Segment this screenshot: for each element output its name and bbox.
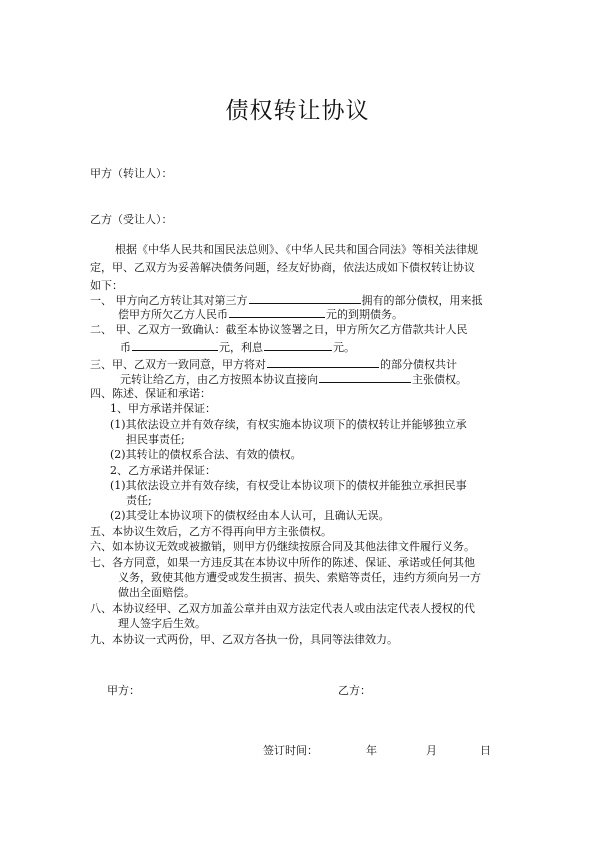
signing-month: 月 [426, 744, 437, 757]
clause-3-line-1 [90, 356, 457, 372]
interest-blank [264, 339, 332, 351]
clause-3-text-b: 的部分债权共计 [380, 358, 457, 371]
clause-7-line-2: 义务，致使其他方遭受或发生损害、损失、索赔等责任，违约方须向另一方 [118, 571, 481, 584]
clause-4-b2: (2)其受让本协议项下的债权经由本人认可，且确认无误。 [110, 509, 390, 522]
clause-4-a1-line-1: (1)其依法设立并有效存续，有权实施本协议项下的债权转让并能够独立承 [110, 418, 467, 431]
clause-5: 五、本协议生效后，乙方不得再向甲方主张债权。 [90, 525, 332, 538]
party-b-label: 乙方（受让人）： [90, 213, 173, 226]
clause-7-line-3: 做出全面赔偿。 [118, 586, 195, 599]
clause-7-line-1: 七、各方同意，如果一方违反其在本协议中所作的陈述、保证、承诺或任何其他 [90, 556, 475, 569]
clause-2-text-d: 元。 [333, 341, 355, 354]
clause-4-b-heading: 2、乙方承诺并保证： [110, 464, 216, 477]
signing-day: 日 [480, 744, 491, 757]
clause-8-line-2: 理人签字后生效。 [118, 617, 206, 630]
clause-2-text-c: 元，利息 [219, 341, 263, 354]
clause-6: 六、如本协议无效或被撤销，则甲方仍继续按原合同及其他法律文件履行义务。 [90, 540, 475, 553]
loan-amount-blank [132, 339, 218, 351]
clause-1-text-b: 拥有的部分债权，用来抵 [361, 294, 483, 307]
clause-4-a1-line-2: 担民事责任; [126, 433, 185, 446]
clause-2-line-2 [120, 339, 355, 355]
clause-1-line-2 [118, 306, 403, 322]
clause-4-heading: 四、陈述、保证和承诺： [90, 387, 211, 400]
clause-3-line-2 [120, 371, 467, 387]
intro-line-1: 根据《中华人民共和国民法总则》、《中华人民共和国合同法》等相关法律规 [115, 243, 478, 256]
clause-1-text-d: 元的到期债务。 [326, 308, 403, 321]
intro-line-2: 定，甲、乙双方为妥善解决债务问题，经友好协商，依法达成如下债权转让协议 [90, 261, 475, 274]
debt-amount-blank [229, 306, 325, 318]
clause-3-text-a: 三、甲、乙双方一致同意，甲方将对 [90, 358, 266, 371]
clause-3-text-c: 元转让给乙方，由乙方按照本协议直接向 [120, 373, 318, 386]
intro-line-3: 如下： [90, 279, 123, 292]
claim-target-blank [319, 371, 411, 383]
signature-party-b: 乙方： [338, 684, 371, 697]
signature-party-a: 甲方： [107, 684, 140, 697]
clause-1-text-a: 一、 甲方向乙方转让其对第三方 [90, 294, 248, 307]
clause-2-text-b: 币 [120, 341, 131, 354]
clause-4-a-heading: 1、甲方承诺并保证： [110, 402, 216, 415]
signing-date-label: 签订时间： [263, 744, 318, 757]
document-title: 债权转让协议 [225, 98, 370, 124]
clause-4-b1-line-1: (1)其依法设立并有效存续，有权受让本协议项下的债权并能独立承担民事 [110, 479, 467, 492]
third-party-blank [249, 292, 361, 304]
clause-4-b1-line-2: 责任; [126, 494, 152, 507]
clause-8-line-1: 八、本协议经甲、乙双方加盖公章并由双方法定代表人或由法定代表人授权的代 [90, 602, 475, 615]
clause-2-line-1: 二、 甲、乙双方一致确认：截至本协议签署之日，甲方所欠乙方借款共计人民 [90, 323, 468, 336]
clause-3-text-d: 主张债权。 [412, 373, 467, 386]
debtor-blank [267, 356, 379, 368]
signing-year: 年 [366, 744, 377, 757]
party-a-label: 甲方（转让人）： [90, 167, 173, 180]
clause-1-text-c: 偿甲方所欠乙方人民币 [118, 308, 228, 321]
clause-4-a2: (2)其转让的债权系合法、有效的债权。 [110, 448, 302, 461]
clause-9: 九、本协议一式两份，甲、乙双方各执一份，具同等法律效力。 [90, 633, 398, 646]
